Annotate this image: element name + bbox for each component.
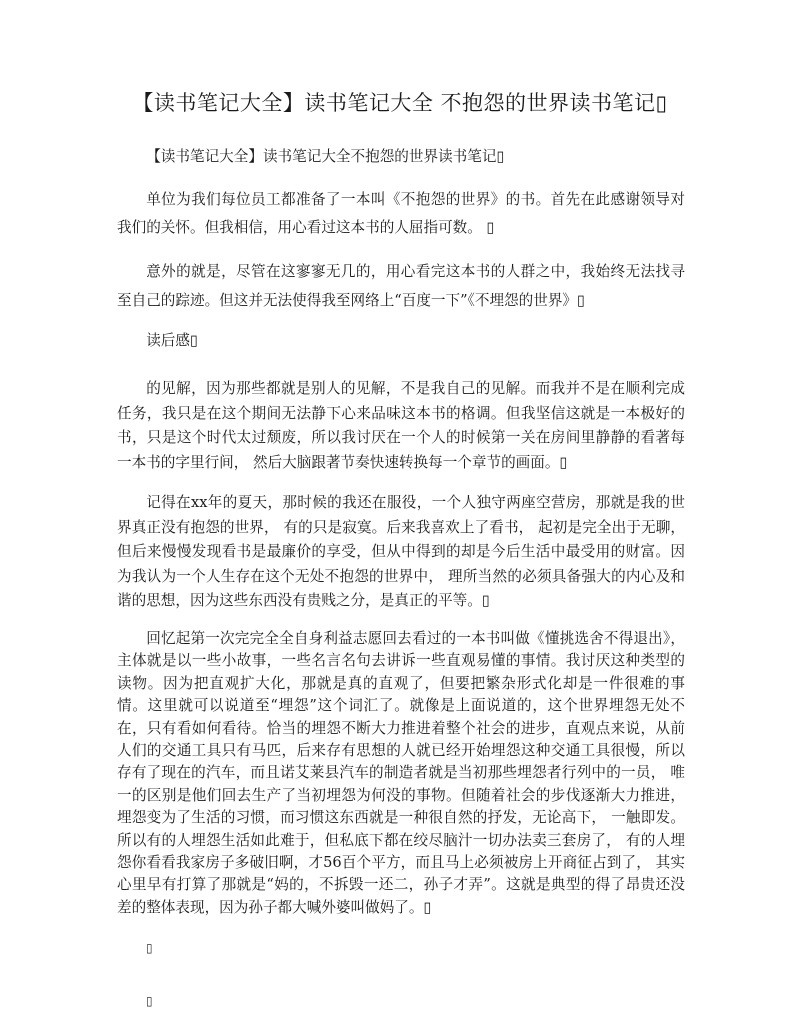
paragraph-memory: 记得在xx年的夏天，那时候的我还在服役，一个人独守两座空营房，那就是我的世界真正没有抱怨的世界， 有的只是寂寞。后来我喜欢上了看书， 起初是完全出于无聊，但后来慢慢发现看书是最廉价的享受，但从中得到的却是今后生活中最受用的财富。因为我认为一个人生存在这个无处不抱怨的世界中， 理所当然的必须具备强大的内心及和谐的思想，因为这些东西没有贵贱之分，是真正的平等。▯ bbox=[117, 494, 685, 609]
paragraph-recollection: 回忆起第一次完完全全自身利益志愿回去看过的一本书叫做《懂挑选舍不得退出》，主体就是以一些小故事，一些名言名句去讲诉一些直观易懂的事情。我讨厌这种类型的读物。因为把直观扩大化，那就是真的直观了，但要把繁杂形式化却是一件很难的事情。这里就可以说道至“埋怨”这个词汇了。就像是上面说道的，这个世界埋怨无处不在，只有看如何看待。恰当的埋怨不断大力推进着整个社会的进步，直观点来说，从前人们的交通工具只有马匹，后来存有思想的人就已经开始埋怨这种交通工具很慢，所以存有了现在的汽车，而且诺艾莱县汽车的制造者就是当初那些埋怨者行列中的一员， 唯一的区别是他们回去生产了当初埋怨为何没的事物。但随着社会的步伐逐渐大力推进，埋怨变为了生活的习惯，而习惯这东西就是一种很自然的抒发，无论高下， 一触即发。所以有的人埋怨生活如此难于，但私底下都在绞尽脑汁一切办法卖三套房了， 有的人埋怨你看看我家房子多破旧啊，才56百个平方，而且马上必须被房上开商征占到了， 其实心里早有打算了那就是“妈的，不拆毁一还二，孙子才弄”。这就是典型的得了昂贵还没差的整体表现，因为孙子都大喊外婆叫做妈了。▯ bbox=[117, 630, 685, 916]
document-subtitle: 【读书笔记大全】读书笔记大全不抱怨的世界读书笔记▯ bbox=[146, 148, 505, 165]
paragraph-unexpected: 意外的就是，尽管在这寥寥无几的，用心看完这本书的人群之中，我始终无法找寻至自己的踪迹。但这并无法使得我至网络上“百度一下”《不埋怨的世界》▯ bbox=[117, 263, 685, 309]
paragraph-intro: 单位为我们每位员工都准备了一本叫《不抱怨的世界》的书。首先在此感谢领导对我们的关怀。但我相信，用心看过这本书的人屈指可数。 ▯ bbox=[117, 191, 685, 236]
placeholder-mark: ▯ bbox=[146, 994, 153, 1008]
placeholder-mark: ▯ bbox=[146, 941, 153, 955]
paragraph-heading-reflection: 读后感▯ bbox=[146, 332, 198, 349]
paragraph-opinion: 的见解，因为那些都就是别人的见解，不是我自己的见解。而我并不是在顺利完成任务，我只是在这个期间无法静下心来品味这本书的格调。但我坚信这就是一本极好的书，只是这个时代太过颓废，所以我讨厌在一个人的时候第一关在房间里静静的看著每一本书的字里行间， 然后大脑跟著节奏快速转换每一个章节的画面。▯ bbox=[117, 380, 685, 471]
document-title: 【读书笔记大全】读书笔记大全 不抱怨的世界读书笔记▯ bbox=[132, 91, 668, 115]
